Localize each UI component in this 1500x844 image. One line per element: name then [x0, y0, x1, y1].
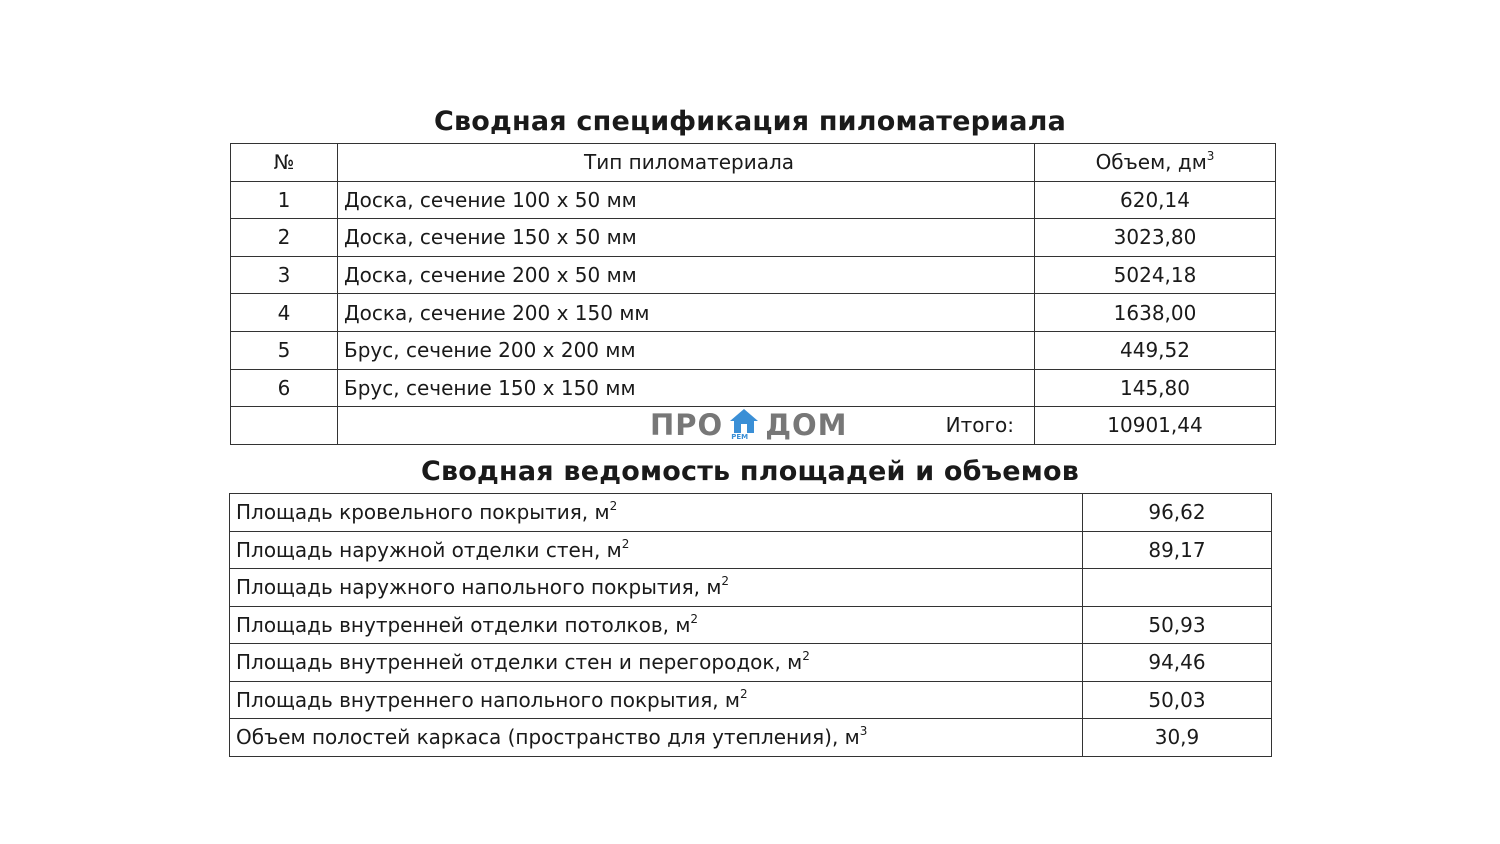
table-row	[231, 331, 1276, 369]
row-unit-sup: 2	[802, 649, 810, 664]
row-type: Брус, сечение 200 х 200 мм	[338, 331, 1035, 369]
total-value: 10901,44	[1035, 407, 1276, 445]
table-row	[230, 719, 1272, 757]
total-num-empty	[231, 407, 338, 445]
row-unit-sup: 2	[621, 536, 630, 551]
row-num: 4	[231, 294, 338, 332]
row-num: 2	[231, 219, 338, 257]
table-row	[230, 531, 1272, 569]
row-value: 89,17	[1083, 531, 1272, 569]
row-value: 94,46	[1083, 644, 1272, 682]
row-unit-sup: 2	[609, 499, 618, 514]
table-row	[230, 644, 1272, 682]
row-num: 3	[231, 256, 338, 294]
row-unit-sup: 3	[859, 724, 868, 739]
table-row	[230, 606, 1272, 644]
row-name	[230, 644, 1083, 682]
lumber-spec-table	[230, 143, 1276, 445]
table-row	[230, 569, 1272, 607]
table-row	[231, 294, 1276, 332]
row-name-text: Площадь внутренней отделки стен и перегородок, м	[236, 650, 803, 675]
row-type: Доска, сечение 150 х 50 мм	[338, 219, 1035, 257]
table-row	[231, 369, 1276, 407]
header-num: №	[231, 144, 338, 182]
row-volume: 3023,80	[1035, 219, 1276, 257]
row-name	[230, 719, 1083, 757]
row-name-text: Площадь внутренней отделки потолков, м	[236, 612, 691, 637]
row-name-text: Площадь внутреннего напольного покрытия, м	[236, 687, 741, 712]
areas-volumes-table	[229, 493, 1272, 757]
logo-text-left: ПРО	[650, 408, 724, 443]
house-icon	[729, 408, 759, 442]
row-type: Доска, сечение 200 х 50 мм	[338, 256, 1035, 294]
row-volume: 5024,18	[1035, 256, 1276, 294]
row-num: 1	[231, 181, 338, 219]
row-volume: 620,14	[1035, 181, 1276, 219]
row-name	[230, 531, 1083, 569]
table-row	[231, 219, 1276, 257]
row-name-text: Площадь кровельного покрытия, м	[236, 500, 610, 525]
logo-small-text: РЕМ	[731, 433, 749, 442]
row-unit-sup: 2	[690, 611, 699, 626]
logo-text-right: ДОМ	[765, 408, 848, 443]
row-name-text: Площадь наружного напольного покрытия, м	[236, 575, 722, 600]
row-value	[1083, 569, 1272, 607]
row-volume: 145,80	[1035, 369, 1276, 407]
total-row	[231, 407, 1276, 445]
table-row	[231, 256, 1276, 294]
row-type: Доска, сечение 200 х 150 мм	[338, 294, 1035, 332]
row-unit-sup: 2	[721, 574, 730, 589]
row-volume: 1638,00	[1035, 294, 1276, 332]
row-volume: 449,52	[1035, 331, 1276, 369]
row-name	[230, 606, 1083, 644]
row-name	[230, 569, 1083, 607]
row-value: 50,93	[1083, 606, 1272, 644]
row-name	[230, 681, 1083, 719]
areas-title: Сводная ведомость площадей и объемов	[420, 456, 1080, 487]
header-volume-sup: 3	[1206, 149, 1215, 164]
row-value: 50,03	[1083, 681, 1272, 719]
header-volume	[1035, 144, 1276, 182]
row-num: 5	[231, 331, 338, 369]
header-volume-label: Объем, дм	[1095, 150, 1207, 175]
row-name-text: Объем полостей каркаса (пространство для утепления), м	[236, 725, 860, 750]
row-type: Доска, сечение 100 х 50 мм	[338, 181, 1035, 219]
row-value: 30,9	[1083, 719, 1272, 757]
table-row	[230, 681, 1272, 719]
row-type: Брус, сечение 150 х 150 мм	[338, 369, 1035, 407]
pro-dom-logo	[650, 407, 848, 443]
row-unit-sup: 2	[740, 686, 748, 701]
total-label: Итого:	[945, 413, 1014, 438]
table-row	[231, 181, 1276, 219]
header-type: Тип пиломатериала	[338, 144, 1035, 182]
table-header-row	[231, 144, 1276, 182]
row-name	[230, 494, 1083, 532]
table-row	[230, 494, 1272, 532]
row-value: 96,62	[1083, 494, 1272, 532]
row-num: 6	[231, 369, 338, 407]
total-label-cell	[338, 407, 1035, 445]
row-name-text: Площадь наружной отделки стен, м	[236, 537, 622, 562]
spec-title: Сводная спецификация пиломатериала	[433, 106, 1067, 137]
